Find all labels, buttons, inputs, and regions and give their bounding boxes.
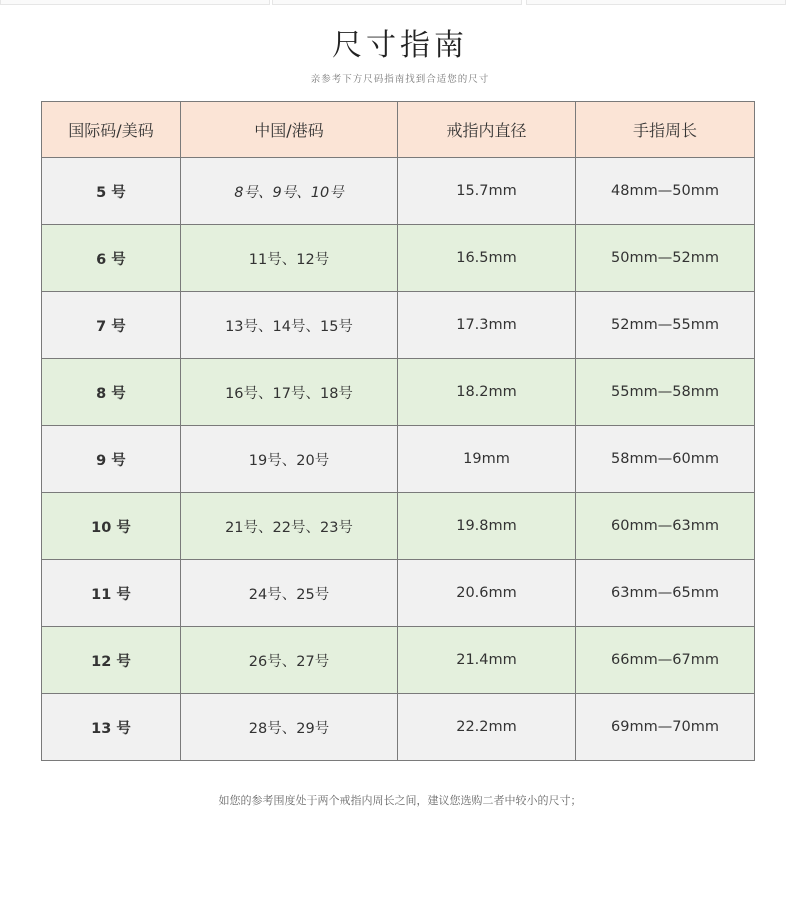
table-row	[42, 359, 755, 426]
cell-inner-diameter: 22.2mm	[398, 694, 576, 761]
cell-china-hk-size: 26号、27号	[181, 627, 398, 694]
table-row	[42, 694, 755, 761]
cell-intl-size: 7 号	[42, 292, 181, 359]
top-strip-segment	[526, 0, 786, 5]
cell-china-hk-size: 16号、17号、18号	[181, 359, 398, 426]
cell-intl-size: 11 号	[42, 560, 181, 627]
cell-inner-diameter: 20.6mm	[398, 560, 576, 627]
cell-intl-size: 13 号	[42, 694, 181, 761]
table-row	[42, 627, 755, 694]
top-strip-segment	[0, 0, 270, 5]
cell-inner-diameter: 18.2mm	[398, 359, 576, 426]
cell-finger-circumference: 63mm—65mm	[576, 560, 755, 627]
header-china-hk-size: 中国/港码	[181, 102, 398, 158]
cell-finger-circumference: 55mm—58mm	[576, 359, 755, 426]
top-strip-segment	[272, 0, 522, 5]
header-intl-size: 国际码/美码	[42, 102, 181, 158]
cell-inner-diameter: 21.4mm	[398, 627, 576, 694]
cell-china-hk-size: 28号、29号	[181, 694, 398, 761]
cell-finger-circumference: 50mm—52mm	[576, 225, 755, 292]
footer-note: 如您的参考围度处于两个戒指内周长之间，建议您选购二者中较小的尺寸；	[218, 794, 582, 807]
table-row	[42, 426, 755, 493]
table-row	[42, 225, 755, 292]
cell-inner-diameter: 19.8mm	[398, 493, 576, 560]
table-row	[42, 493, 755, 560]
table-row	[42, 560, 755, 627]
cell-intl-size: 8 号	[42, 359, 181, 426]
top-strip	[0, 0, 800, 8]
cell-finger-circumference: 60mm—63mm	[576, 493, 755, 560]
header-finger-circumference: 手指周长	[576, 102, 755, 158]
cell-intl-size: 6 号	[42, 225, 181, 292]
cell-china-hk-size: 8号、9号、10号	[181, 158, 398, 225]
cell-china-hk-size: 11号、12号	[181, 225, 398, 292]
page-title: 尺寸指南	[332, 28, 468, 63]
cell-china-hk-size: 24号、25号	[181, 560, 398, 627]
cell-finger-circumference: 66mm—67mm	[576, 627, 755, 694]
cell-inner-diameter: 17.3mm	[398, 292, 576, 359]
table-header-row	[42, 102, 755, 158]
cell-china-hk-size: 21号、22号、23号	[181, 493, 398, 560]
cell-inner-diameter: 19mm	[398, 426, 576, 493]
cell-finger-circumference: 52mm—55mm	[576, 292, 755, 359]
cell-inner-diameter: 15.7mm	[398, 158, 576, 225]
cell-intl-size: 9 号	[42, 426, 181, 493]
cell-intl-size: 12 号	[42, 627, 181, 694]
size-table	[41, 101, 755, 761]
cell-intl-size: 10 号	[42, 493, 181, 560]
table-row	[42, 292, 755, 359]
cell-china-hk-size: 13号、14号、15号	[181, 292, 398, 359]
cell-finger-circumference: 69mm—70mm	[576, 694, 755, 761]
header-inner-diameter: 戒指内直径	[398, 102, 576, 158]
cell-intl-size: 5 号	[42, 158, 181, 225]
cell-finger-circumference: 58mm—60mm	[576, 426, 755, 493]
cell-inner-diameter: 16.5mm	[398, 225, 576, 292]
cell-china-hk-size: 19号、20号	[181, 426, 398, 493]
cell-finger-circumference: 48mm—50mm	[576, 158, 755, 225]
table-row	[42, 158, 755, 225]
page-subtitle: 亲参考下方尺码指南找到合适您的尺寸	[310, 74, 490, 85]
